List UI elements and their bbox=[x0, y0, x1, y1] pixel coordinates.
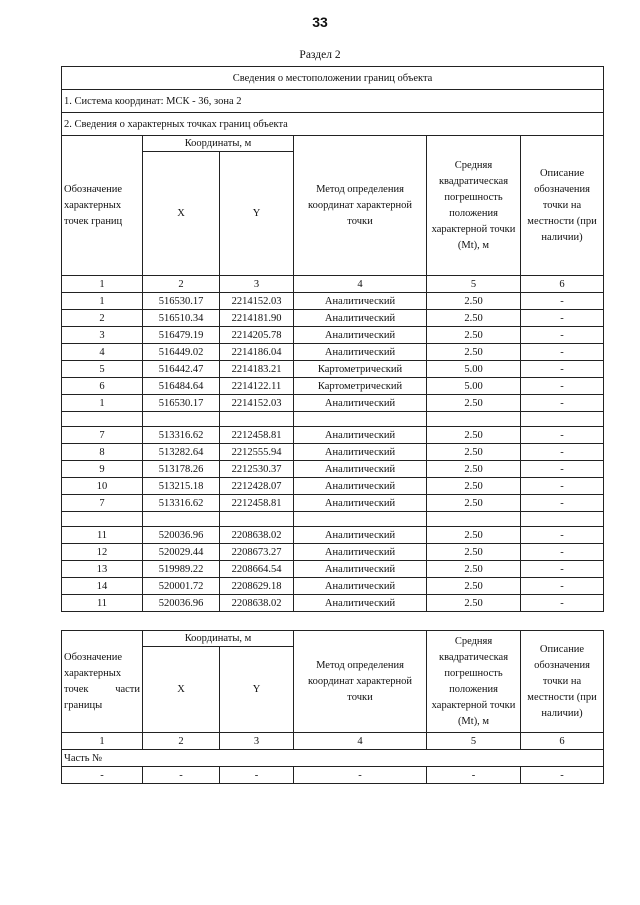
page-number: 33 bbox=[312, 14, 328, 30]
table-cell: 14 bbox=[62, 578, 143, 595]
table-cell: - bbox=[143, 767, 220, 784]
table-row bbox=[62, 767, 604, 784]
part-header-method: Метод определения координат характерной точки bbox=[294, 631, 427, 733]
table-cell: 4 bbox=[294, 276, 427, 293]
table-cell: - bbox=[521, 578, 604, 595]
table-cell: 3 bbox=[62, 327, 143, 344]
empty-cell bbox=[62, 512, 143, 527]
points-heading: 2. Сведения о характерных точках границ объекта bbox=[62, 113, 604, 136]
table-cell: 2208629.18 bbox=[220, 578, 294, 595]
table-cell: 6 bbox=[521, 276, 604, 293]
table-cell: 516530.17 bbox=[143, 395, 220, 412]
part-header-error: Средняя квадратическая погрешность положения характерной точки (Mt), м bbox=[427, 631, 521, 733]
table-cell: 2.50 bbox=[427, 544, 521, 561]
table-row bbox=[62, 395, 604, 412]
part-label: Часть № bbox=[62, 750, 604, 767]
table-cell: - bbox=[521, 767, 604, 784]
empty-cell bbox=[220, 512, 294, 527]
table-cell: 2212530.37 bbox=[220, 461, 294, 478]
table-cell: 7 bbox=[62, 495, 143, 512]
table-cell: - bbox=[521, 444, 604, 461]
table-cell: 6 bbox=[521, 733, 604, 750]
table-cell: 2.50 bbox=[427, 495, 521, 512]
table-cell: - bbox=[521, 461, 604, 478]
table-cell: 513316.62 bbox=[143, 495, 220, 512]
header-description: Описание обозначения точки на местности (при наличии) bbox=[521, 136, 604, 276]
table-cell: 1 bbox=[62, 733, 143, 750]
table-cell: - bbox=[521, 561, 604, 578]
table-cell: 513282.64 bbox=[143, 444, 220, 461]
table-cell: Аналитический bbox=[294, 561, 427, 578]
table-row bbox=[62, 361, 604, 378]
table-cell: - bbox=[521, 361, 604, 378]
table-cell: 3 bbox=[220, 276, 294, 293]
table-row bbox=[62, 427, 604, 444]
table-cell: 2214181.90 bbox=[220, 310, 294, 327]
table-cell: 12 bbox=[62, 544, 143, 561]
table-cell: 2.50 bbox=[427, 527, 521, 544]
table-cell: 5 bbox=[427, 733, 521, 750]
table-cell: 2212428.07 bbox=[220, 478, 294, 495]
table-cell: - bbox=[521, 495, 604, 512]
table-row bbox=[62, 310, 604, 327]
table-cell: - bbox=[521, 527, 604, 544]
table-cell: 5.00 bbox=[427, 378, 521, 395]
table-cell: Аналитический bbox=[294, 544, 427, 561]
table-cell: - bbox=[521, 544, 604, 561]
table-row bbox=[62, 344, 604, 361]
table-cell: 2212458.81 bbox=[220, 495, 294, 512]
table-cell: 2.50 bbox=[427, 293, 521, 310]
table-cell: Аналитический bbox=[294, 395, 427, 412]
part-header-y: Y bbox=[220, 647, 294, 733]
table-cell: 5 bbox=[62, 361, 143, 378]
table-row bbox=[62, 561, 604, 578]
table-cell: 2.50 bbox=[427, 444, 521, 461]
table-cell: - bbox=[521, 293, 604, 310]
table-cell: Аналитический bbox=[294, 344, 427, 361]
empty-cell bbox=[521, 412, 604, 427]
table-cell: - bbox=[521, 595, 604, 612]
table-row bbox=[62, 527, 604, 544]
table-cell: Картометрический bbox=[294, 361, 427, 378]
table-cell: 2208638.02 bbox=[220, 595, 294, 612]
table-cell: - bbox=[521, 310, 604, 327]
table-row bbox=[62, 578, 604, 595]
empty-cell bbox=[427, 412, 521, 427]
part-header-designation: Обозначение характерных точек части границы bbox=[62, 631, 143, 733]
table-cell: 5.00 bbox=[427, 361, 521, 378]
section-label: Раздел 2 bbox=[299, 49, 341, 61]
table-cell: 2 bbox=[143, 733, 220, 750]
part-header-description: Описание обозначения точки на местности (при наличии) bbox=[521, 631, 604, 733]
table-cell: Аналитический bbox=[294, 427, 427, 444]
table-cell: 6 bbox=[62, 378, 143, 395]
table-row bbox=[62, 293, 604, 310]
table-row bbox=[62, 478, 604, 495]
table-cell: 2.50 bbox=[427, 478, 521, 495]
table-row bbox=[62, 461, 604, 478]
table-cell: 2212458.81 bbox=[220, 427, 294, 444]
table-cell: 519989.22 bbox=[143, 561, 220, 578]
table-cell: 10 bbox=[62, 478, 143, 495]
empty-cell bbox=[143, 512, 220, 527]
points-body bbox=[62, 293, 604, 612]
table-cell: - bbox=[521, 327, 604, 344]
table-cell: 516510.34 bbox=[143, 310, 220, 327]
empty-cell bbox=[220, 412, 294, 427]
table-cell: 2.50 bbox=[427, 427, 521, 444]
table-cell: 2 bbox=[143, 276, 220, 293]
table-cell: Аналитический bbox=[294, 478, 427, 495]
table-cell: 516484.64 bbox=[143, 378, 220, 395]
table-cell: Аналитический bbox=[294, 293, 427, 310]
empty-cell bbox=[62, 412, 143, 427]
table-cell: 2.50 bbox=[427, 461, 521, 478]
table-cell: - bbox=[62, 767, 143, 784]
table-cell: 516449.02 bbox=[143, 344, 220, 361]
table-cell: 13 bbox=[62, 561, 143, 578]
header-y: Y bbox=[220, 152, 294, 276]
table-cell: 513178.26 bbox=[143, 461, 220, 478]
part-column-number-row bbox=[62, 733, 604, 750]
header-designation: Обозначение характерных точек границ bbox=[62, 136, 143, 276]
group-separator-row bbox=[62, 412, 604, 427]
table-cell: Аналитический bbox=[294, 310, 427, 327]
table-cell: 2.50 bbox=[427, 395, 521, 412]
table-cell: 4 bbox=[294, 733, 427, 750]
table-cell: 2214122.11 bbox=[220, 378, 294, 395]
table-row bbox=[62, 327, 604, 344]
part-table bbox=[61, 630, 604, 784]
table-cell: Аналитический bbox=[294, 444, 427, 461]
header-coords: Координаты, м bbox=[143, 136, 294, 152]
table-cell: 2.50 bbox=[427, 595, 521, 612]
table-cell: 2.50 bbox=[427, 327, 521, 344]
table-cell: Аналитический bbox=[294, 327, 427, 344]
table-cell: Аналитический bbox=[294, 527, 427, 544]
header-x: X bbox=[143, 152, 220, 276]
table-row bbox=[62, 495, 604, 512]
table-cell: 7 bbox=[62, 427, 143, 444]
table-cell: - bbox=[294, 767, 427, 784]
table-cell: 2214205.78 bbox=[220, 327, 294, 344]
table-cell: 1 bbox=[62, 395, 143, 412]
table-cell: 8 bbox=[62, 444, 143, 461]
table-cell: 9 bbox=[62, 461, 143, 478]
table-cell: 1 bbox=[62, 293, 143, 310]
table-cell: 516442.47 bbox=[143, 361, 220, 378]
table-cell: 2.50 bbox=[427, 561, 521, 578]
part-body bbox=[62, 767, 604, 784]
empty-cell bbox=[427, 512, 521, 527]
table-row bbox=[62, 444, 604, 461]
table-cell: 11 bbox=[62, 527, 143, 544]
part-header-x: X bbox=[143, 647, 220, 733]
table-cell: 2 bbox=[62, 310, 143, 327]
table-cell: 520036.96 bbox=[143, 595, 220, 612]
group-separator-row bbox=[62, 512, 604, 527]
table-cell: Аналитический bbox=[294, 495, 427, 512]
table-cell: - bbox=[427, 767, 521, 784]
table-cell: 1 bbox=[62, 276, 143, 293]
table-cell: 2214183.21 bbox=[220, 361, 294, 378]
table-cell: 2.50 bbox=[427, 310, 521, 327]
table-cell: - bbox=[521, 427, 604, 444]
part-header-coords: Координаты, м bbox=[143, 631, 294, 647]
table-cell: 513215.18 bbox=[143, 478, 220, 495]
table-cell: Аналитический bbox=[294, 461, 427, 478]
table-cell: 520029.44 bbox=[143, 544, 220, 561]
table-cell: 11 bbox=[62, 595, 143, 612]
empty-cell bbox=[521, 512, 604, 527]
table-cell: 4 bbox=[62, 344, 143, 361]
table-cell: 520036.96 bbox=[143, 527, 220, 544]
table-cell: 2.50 bbox=[427, 578, 521, 595]
table-cell: 5 bbox=[427, 276, 521, 293]
table-cell: 2208664.54 bbox=[220, 561, 294, 578]
table-cell: Аналитический bbox=[294, 578, 427, 595]
header-method: Метод определения координат характерной точки bbox=[294, 136, 427, 276]
header-error: Средняя квадратическая погрешность положения характерной точки (Mt), м bbox=[427, 136, 521, 276]
table-cell: 516530.17 bbox=[143, 293, 220, 310]
table-row bbox=[62, 544, 604, 561]
table-cell: Картометрический bbox=[294, 378, 427, 395]
table-cell: 516479.19 bbox=[143, 327, 220, 344]
table-cell: - bbox=[521, 478, 604, 495]
table-cell: 2214152.03 bbox=[220, 293, 294, 310]
table-cell: 2214186.04 bbox=[220, 344, 294, 361]
table-cell: 2208638.02 bbox=[220, 527, 294, 544]
empty-cell bbox=[143, 412, 220, 427]
table-cell: 513316.62 bbox=[143, 427, 220, 444]
table-cell: - bbox=[521, 344, 604, 361]
table-cell: 2214152.03 bbox=[220, 395, 294, 412]
table-cell: Аналитический bbox=[294, 595, 427, 612]
table-cell: 2208673.27 bbox=[220, 544, 294, 561]
table-row bbox=[62, 595, 604, 612]
table-cell: 2212555.94 bbox=[220, 444, 294, 461]
table-cell: - bbox=[220, 767, 294, 784]
boundary-table bbox=[61, 66, 604, 612]
coord-system: 1. Система координат: МСК - 36, зона 2 bbox=[62, 90, 604, 113]
table-cell: 3 bbox=[220, 733, 294, 750]
main-title: Сведения о местоположении границ объекта bbox=[62, 67, 604, 90]
empty-cell bbox=[294, 512, 427, 527]
column-number-row bbox=[62, 276, 604, 293]
empty-cell bbox=[294, 412, 427, 427]
table-row bbox=[62, 378, 604, 395]
table-cell: 520001.72 bbox=[143, 578, 220, 595]
table-cell: - bbox=[521, 378, 604, 395]
table-cell: 2.50 bbox=[427, 344, 521, 361]
table-cell: - bbox=[521, 395, 604, 412]
